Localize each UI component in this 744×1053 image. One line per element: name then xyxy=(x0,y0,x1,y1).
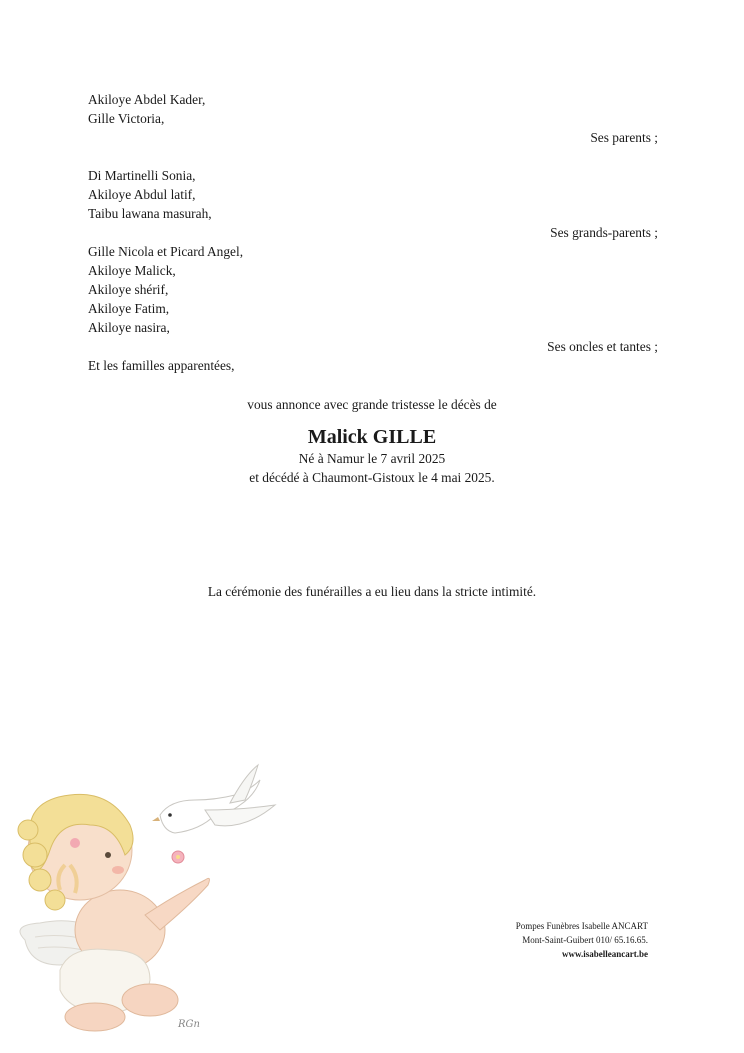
deceased-name: Malick GILLE xyxy=(307,426,437,448)
artist-signature: RGn xyxy=(178,1019,200,1030)
spacer xyxy=(88,147,658,166)
family-member: Akiloye Abdel Kader, xyxy=(88,92,206,107)
family-list xyxy=(88,90,658,375)
family-member: Akiloye Fatim, xyxy=(88,301,170,316)
ceremony-text: La cérémonie des funérailles a eu lieu dans la stricte intimité. xyxy=(207,584,537,599)
family-member: Di Martinelli Sonia, xyxy=(88,168,196,183)
undertaker-name: Pompes Funèbres Isabelle ANCART xyxy=(515,921,648,931)
relation-label-uncles-aunts: Ses oncles et tantes ; xyxy=(547,339,658,354)
family-closing: Et les familles apparentées, xyxy=(88,358,235,373)
family-member: Akiloye shérif, xyxy=(88,282,169,297)
angel-with-dove-icon xyxy=(0,755,290,1045)
family-member: Gille Nicola et Picard Angel, xyxy=(88,244,244,259)
death-info: et décédé à Chaumont-Gistoux le 4 mai 2025. xyxy=(249,470,495,485)
announcement-text: vous annonce avec grande tristesse le décès de xyxy=(247,397,497,412)
birth-info: Né à Namur le 7 avril 2025 xyxy=(298,451,446,466)
family-member: Akiloye nasira, xyxy=(88,320,170,335)
undertaker-address-phone: Mont-Saint-Guibert 010/ 65.16.65. xyxy=(522,935,648,945)
family-member: Gille Victoria, xyxy=(88,111,165,126)
relation-label-parents: Ses parents ; xyxy=(590,130,658,145)
family-member: Akiloye Abdul latif, xyxy=(88,187,196,202)
family-member: Taibu lawana masurah, xyxy=(88,206,212,221)
relation-label-grandparents: Ses grands-parents ; xyxy=(550,225,658,240)
undertaker-info xyxy=(516,919,648,961)
undertaker-website[interactable]: www.isabelleancart.be xyxy=(562,949,648,959)
family-member: Akiloye Malick, xyxy=(88,263,176,278)
